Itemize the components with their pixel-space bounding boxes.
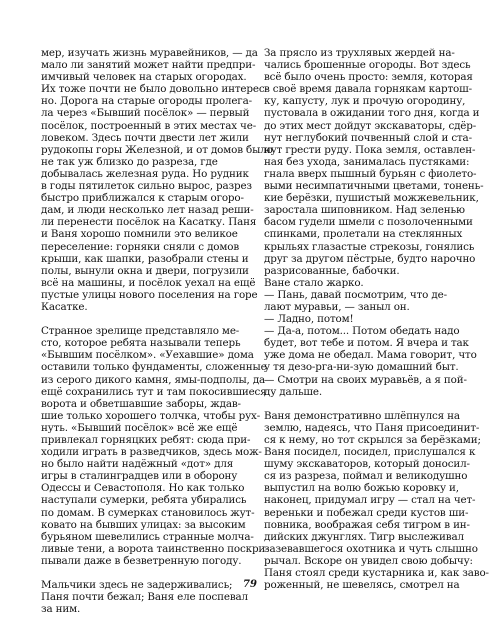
text-line: Одессы и Севастополя. Но как только <box>41 482 245 495</box>
text-line: Ваня посидел, посидел, прислушался к <box>264 446 476 459</box>
text-line: крыльях глазастые стрекозы, гонялись <box>264 240 475 253</box>
text-line: ся из разреза, поймал и великодушно <box>264 470 468 483</box>
text-line: ловеком. Здесь почти двести лет жили <box>41 131 249 144</box>
text-line: ся к нему, но тот скрылся за берёзками; <box>264 434 481 446</box>
text-line: гнала вверх пышный бурьян с фиолето- <box>264 167 477 180</box>
text-line: Паня стоял среди кустарника и, как заво- <box>264 567 489 580</box>
text-line: ли перенести посёлок на Касатку. Паня <box>41 216 257 229</box>
text-line: заростала шиповником. Над зеленью <box>264 204 465 217</box>
text-line: добывалась железная руда. Но рудник <box>41 167 249 180</box>
text-line: игры в сталинградцев или в оборону <box>41 470 238 483</box>
text-line: в своё время давала горнякам картош- <box>264 83 472 96</box>
text-line: — Пань, давай посмотрим, что де- <box>264 288 447 301</box>
text-line: Странное зрелище представляло ме- <box>41 325 240 338</box>
text-line: повника, воображая себя тигром в ин- <box>264 518 470 531</box>
text-line: всё было очень просто: земля, которая <box>264 71 473 84</box>
text-line: выми несимпатичными цветами, тонень- <box>264 180 484 193</box>
text-line: наступали сумерки, ребята убирались <box>41 494 247 507</box>
text-line: выпустил на волю божью коровку и, <box>264 482 459 495</box>
text-line: и Ваня хорошо помнили это великое <box>41 228 238 241</box>
text-line: Паня почти бежал; Ваня еле поспевал <box>41 591 248 604</box>
text-line: спинками, пролетали на стеклянных <box>264 228 463 241</box>
paragraph-gap <box>264 398 464 410</box>
text-line: ворота и обветшавшие заборы, ждав- <box>41 397 241 410</box>
text-line: роженный, не шевелясь, смотрел на <box>264 579 460 592</box>
text-line: ду дальше. <box>264 385 323 398</box>
paragraph-gap <box>41 567 246 579</box>
text-line: крыши, как шапки, разобрали стены и <box>41 252 249 265</box>
text-line: пустовала в ожидании того дня, когда и <box>264 107 480 120</box>
text-line: ходили играть в разведчиков, здесь мож- <box>41 446 262 459</box>
text-line: но было найти надёжный «дот» для <box>41 458 234 471</box>
text-line: кие берёзки, пушистый можжевельник, <box>264 192 479 205</box>
text-line: чались брошенные огороды. Вот здесь <box>264 59 471 72</box>
text-line: За прясло из трухлявых жердей на- <box>264 47 455 59</box>
text-line: дийских джунглях. Тигр выслеживал <box>264 530 464 543</box>
text-line: «Бывшим посёлком». «Уехавшие» дома <box>41 349 254 362</box>
text-line: нут неглубокий почвенный слой и ста- <box>264 131 472 144</box>
right-text-column <box>264 47 489 592</box>
text-line: шуму экскаваторов, который доносил- <box>264 458 470 471</box>
text-line: оставили только фундаменты, сложенные <box>41 361 267 374</box>
text-line: — Смотри на своих муравьёв, а я пой- <box>264 373 467 386</box>
text-line: землю, надеясь, что Паня присоединит- <box>264 421 480 434</box>
text-line: Мальчики здесь не задерживались; <box>41 579 233 592</box>
text-line: нут грести руду. Пока земля, оставлен- <box>264 143 476 156</box>
text-line: Ваня демонстративно шлёпнулся на <box>264 409 460 422</box>
text-line: не так уж близко до разреза, где <box>41 155 218 168</box>
text-line: ливые тени, а ворота таинственно поскри- <box>41 542 269 555</box>
text-line: Касатке. <box>41 300 88 313</box>
text-line: по домам. В сумерках становилось жут- <box>41 506 255 519</box>
text-line: басом гудели шмели с позолоченными <box>264 216 473 229</box>
text-line: рудокопы горы Железной, и от домов было <box>41 143 273 156</box>
text-line: дам, и люди несколько лет назад реши- <box>41 204 254 217</box>
text-line: Ване стало жарко. <box>264 276 364 289</box>
text-line: привлекал горняцких ребят: сюда при- <box>41 434 251 446</box>
text-line: рычал. Вскоре он увидел свою добычу: <box>264 554 473 567</box>
text-line: ла через «Бывший посёлок» — первый <box>41 107 250 120</box>
page-number: 79 <box>243 579 257 590</box>
text-line: друг за другом пёстрые, будто нарочно <box>264 252 476 265</box>
text-line: ку, капусту, лук и прочую огородину, <box>264 95 466 108</box>
text-line: мер, изучать жизнь муравейников, — да <box>41 47 258 59</box>
text-line: полы, вынули окна и двери, погрузили <box>41 264 249 277</box>
text-line: сто, которое ребята называли теперь <box>41 337 241 350</box>
text-line: в годы пятилеток сильно вырос, разрез <box>41 180 252 193</box>
paragraph-gap <box>41 313 246 325</box>
text-line: зазевавшегося охотника и чуть слышно <box>264 542 478 555</box>
text-line: имчивый человек на старых огородах. <box>41 71 247 84</box>
text-line: ная без ухода, занималась пустяками: <box>264 155 470 168</box>
text-line: пывали даже в безветренную погоду. <box>41 554 242 567</box>
text-line: ещё сохранились тут и там покосившиеся <box>41 385 267 398</box>
text-line: вереньки и побежал среди кустов ши- <box>264 506 469 519</box>
text-line: лают муравьи, — заныл он. <box>264 300 410 313</box>
text-line: — Ладно, потом! <box>264 313 354 326</box>
text-line: Их тоже почти не было довольно интерес- <box>41 83 268 96</box>
text-line: до этих мест дойдут экскаваторы, сдёр- <box>264 119 477 132</box>
text-line: быстро приближался к старым огоро- <box>41 192 244 205</box>
text-line: разрисованные, бабочки. <box>264 264 400 277</box>
text-line: пустые улицы нового поселения на горе <box>41 288 258 301</box>
text-line: — Да-а, потом... Потом обедать надо <box>264 325 460 338</box>
text-line: будет, вот тебе и потом. Я вчера и так <box>264 337 469 350</box>
text-line: бурьяном шевелились странные молча- <box>41 530 254 543</box>
text-line: нуть. «Бывший посёлок» всё же ещё <box>41 421 238 434</box>
text-line: из серого дикого камня, ямы-подполы, да <box>41 373 266 386</box>
text-line: у тя дезо-рга-ни-зую домашний быт. <box>264 361 459 374</box>
text-line: мало ли занятий может найти предпри- <box>41 59 256 72</box>
text-line: за ним. <box>41 603 81 616</box>
text-line: но. Дорога на старые огороды пролега- <box>41 95 252 108</box>
text-line: переселение: горняки сняли с домов <box>41 240 240 253</box>
text-line: шие только хорошего толчка, чтобы рух- <box>41 409 261 422</box>
text-line: всё на машины, и посёлок уехал на ещё <box>41 276 256 289</box>
text-line: ковато на бывших улицах: за высоким <box>41 518 246 531</box>
text-line: посёлок, построенный в этих местах че- <box>41 119 257 132</box>
text-line: уже дома не обедал. Мама говорит, что <box>264 349 477 362</box>
text-line: наконец, придумал игру — стал на чет- <box>264 494 476 507</box>
